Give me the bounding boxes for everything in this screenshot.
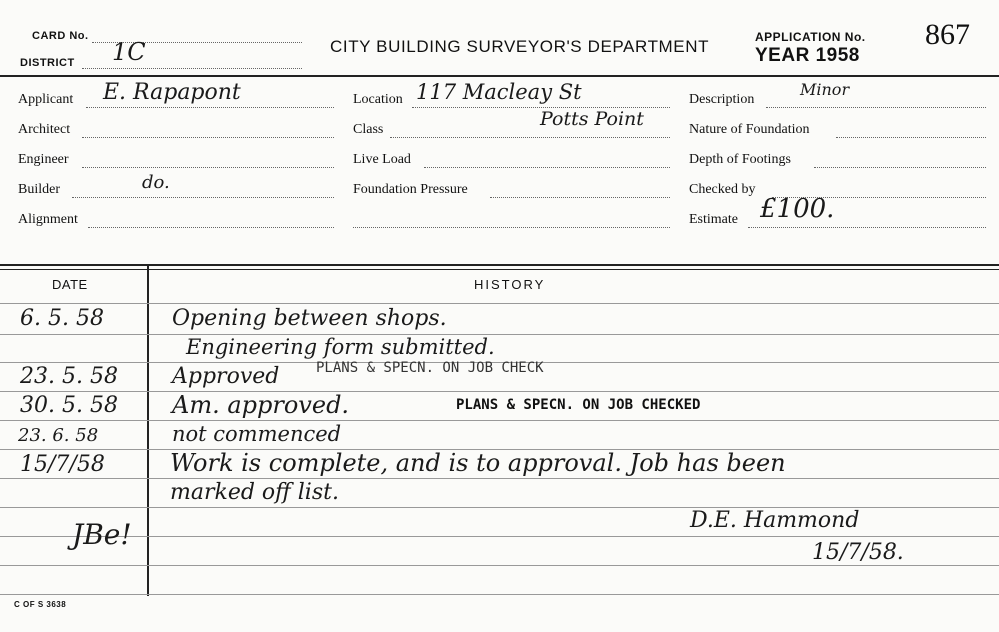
header-rule [0,75,999,77]
engineer-line [82,167,334,168]
class-line [390,137,670,138]
history-date: 30. 5. 58 [20,393,118,418]
date-header: DATE [52,277,88,292]
live-load-line [424,167,670,168]
alignment-label: Alignment [18,212,78,227]
nature-foundation-line [836,137,986,138]
estimate-value: £100. [760,194,835,224]
live-load-label: Live Load [353,152,411,167]
district-value: 1C [112,38,146,66]
architect-line [82,137,334,138]
history-text: Am. approved. [172,391,350,419]
card-no-label: CARD No. [32,30,89,42]
history-text: Work is complete, and is to approval. Job has been [170,449,786,477]
history-text: not commenced [172,422,342,446]
alignment-line [88,227,334,228]
builder-line [72,197,334,198]
foundation-pressure-line [490,197,670,198]
row-rule [0,334,999,335]
depth-footings-label: Depth of Footings [689,152,791,167]
application-no: 867 [925,18,970,51]
form-code: C OF S 3638 [14,600,67,609]
description-line [766,107,986,108]
nature-foundation-label: Nature of Foundation [689,122,810,137]
row-rule [0,303,999,304]
history-text: Approved [172,364,280,389]
row-rule [0,478,999,479]
applicant-line [86,107,334,108]
table-top-rule-2 [0,269,999,270]
history-date: 6. 5. 58 [20,306,104,331]
initials: JBe! [72,518,132,551]
history-header: HISTORY [474,277,546,292]
applicant-value: E. Rapapont [103,80,241,105]
location-value: 117 Macleay St [416,80,582,104]
history-date: 23. 5. 58 [20,364,118,389]
history-date: 15/7/58 [20,452,105,477]
engineer-label: Engineer [18,152,69,167]
description-value: Minor [800,80,850,99]
row-rule [0,594,999,595]
stamp-plans-checked: PLANS & SPECN. ON JOB CHECKED [456,397,701,413]
row-rule [0,420,999,421]
history-text: marked off list. [170,480,339,505]
signature-date: 15/7/58. [812,540,904,565]
class-label: Class [353,122,384,137]
estimate-label: Estimate [689,212,738,227]
row-rule [0,565,999,566]
row-rule [0,536,999,537]
description-label: Description [689,92,755,107]
applicant-label: Applicant [18,92,74,107]
builder-value: do. [142,172,170,193]
table-top-rule [0,264,999,266]
history-text: Opening between shops. [172,306,447,331]
checked-by-label: Checked by [689,182,756,197]
history-text: Engineering form submitted. [186,335,495,359]
row-rule [0,391,999,392]
blank-line [353,227,670,228]
district-line [82,68,302,69]
department-title: CITY BUILDING SURVEYOR'S DEPARTMENT [330,37,710,56]
signature: D.E. Hammond [690,508,860,533]
location-label: Location [353,92,403,107]
district-label: DISTRICT [20,57,75,69]
year-label: YEAR 1958 [755,45,860,66]
foundation-pressure-label: Foundation Pressure [353,182,468,197]
depth-footings-line [814,167,986,168]
builder-label: Builder [18,182,60,197]
history-date: 23. 6. 58 [18,425,99,446]
application-no-label: APPLICATION No. [755,30,866,44]
estimate-line [748,227,986,228]
stamp-plans-check: PLANS & SPECN. ON JOB CHECK [316,360,544,376]
date-column-divider [147,266,149,596]
location-value-2: Potts Point [540,108,644,130]
architect-label: Architect [18,122,71,137]
